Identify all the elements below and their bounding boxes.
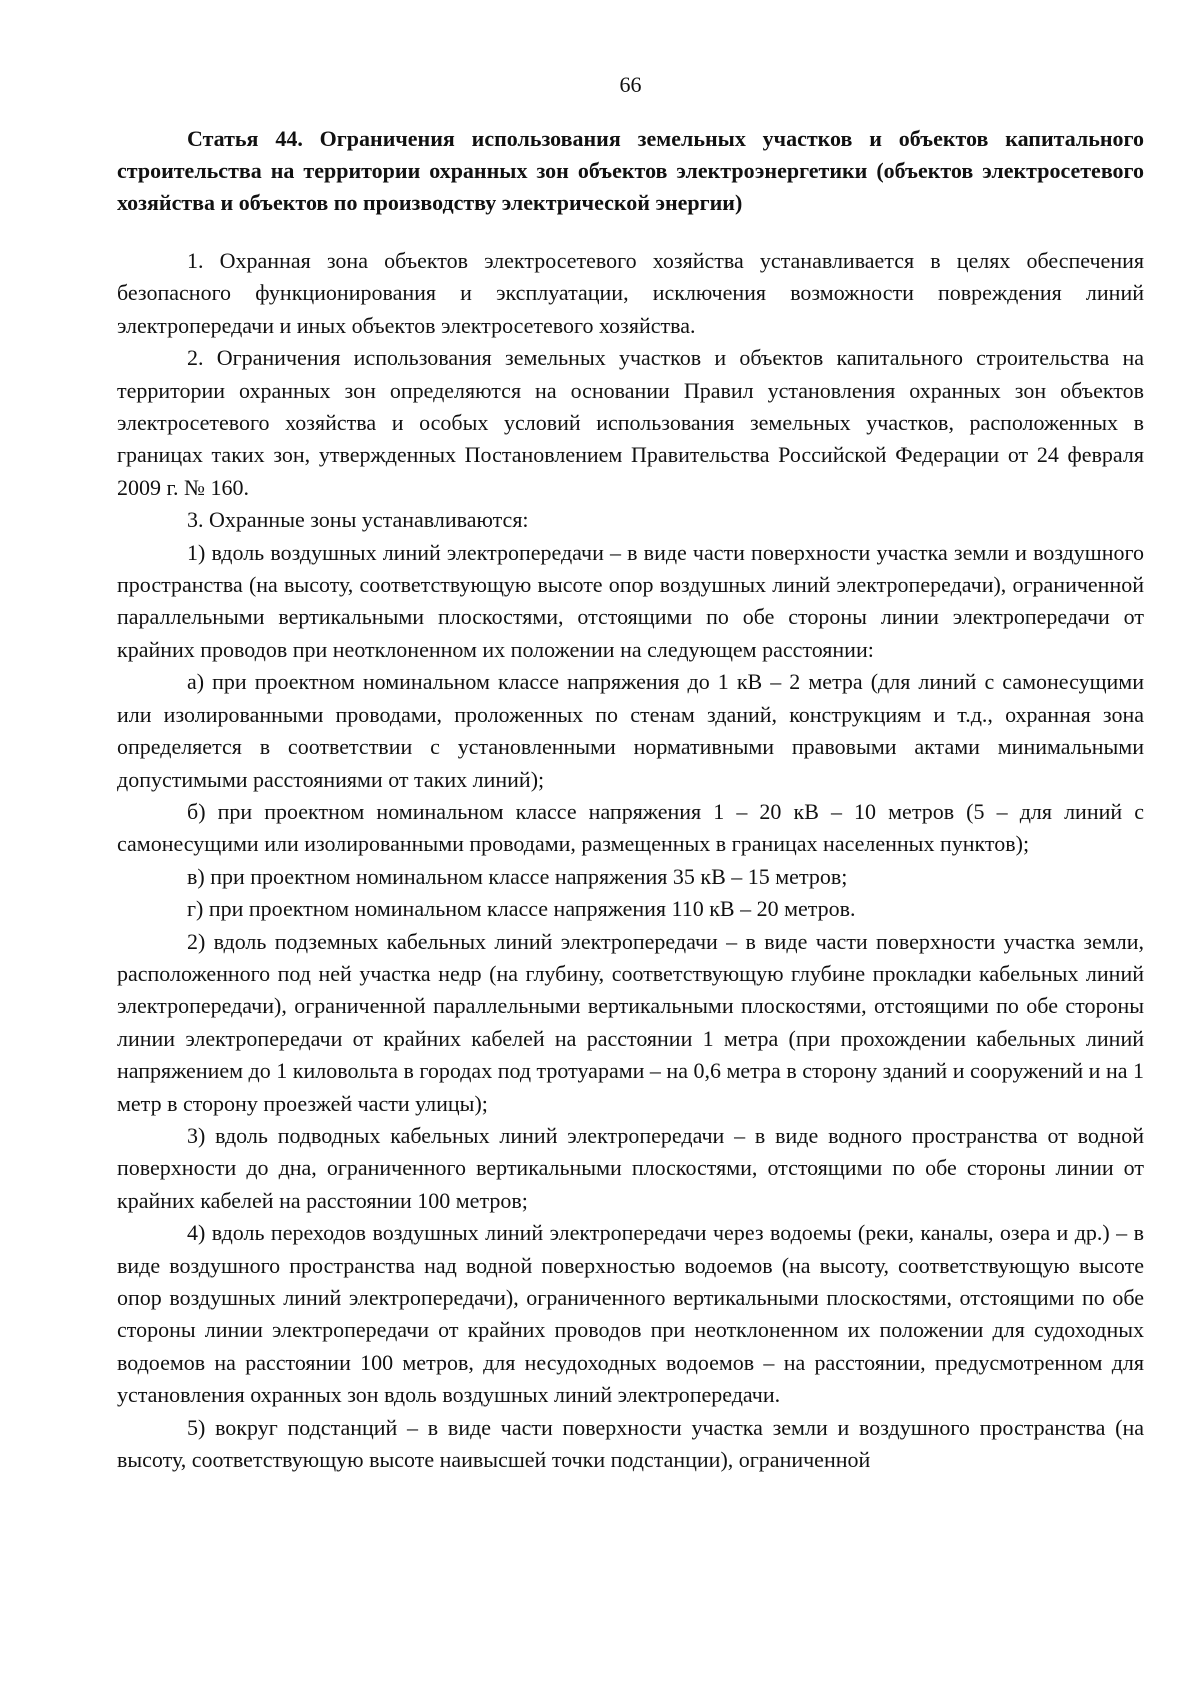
paragraph-3-3: 3) вдоль подводных кабельных линий электропередачи – в виде водного пространства от водной поверхности до дна, ограниченного вертикальными плоскостями, отстоящими по обе стороны линии от крайних кабелей на расстоянии 100 метров; xyxy=(117,1122,1144,1213)
article-title: Статья 44. Ограничения использования земельных участков и объектов капитального строительства на территории охранных зон объектов электроэнергетики (объектов электросетевого хозяйства и объектов по производству электрической энергии) xyxy=(117,126,1144,215)
article-body xyxy=(117,245,1144,1476)
paragraph-3-2: 2) вдоль подземных кабельных линий электропередачи – в виде части поверхности участка земли, расположенного под ней участка недр (на глубину, соответствующую глубине прокладки кабельных линий электропередачи), ограниченной параллельными вертикальными плоскостями, отстоящими по обе стороны линии электропередачи от крайних кабелей на расстоянии 1 метра (при прохождении кабельных линий напряжением до 1 киловольта в городах под тротуарами – на 0,6 метра в сторону зданий и сооружений и на 1 метр в сторону проезжей части улицы); xyxy=(117,928,1144,1116)
paragraph-3-1-b: б) при проектном номинальном классе напряжения 1 – 20 кВ – 10 метров (5 – для линий с самонесущими или изолированными проводами, размещенных в границах населенных пунктов); xyxy=(117,798,1144,857)
page-number: 66 xyxy=(619,72,642,97)
paragraph-2: 2. Ограничения использования земельных участков и объектов капитального строительства на территории охранных зон определяются на основании Правил установления охранных зон объектов электросетевого хозяйства и особых условий использования земельных участков, расположенных в границах таких зон, утвержденных Постановлением Правительства Российской Федерации от 24 февраля 2009 г. № 160. xyxy=(117,345,1144,500)
paragraph-3-1-a: а) при проектном номинальном классе напряжения до 1 кВ – 2 метра (для линий с самонесущими или изолированными проводами, проложенных по стенам зданий, конструкциям и т.д., охранная зона определяется в соответствии с установленными нормативными правовыми актами минимальными допустимыми расстояниями от таких линий); xyxy=(117,669,1144,792)
paragraph-3-1-v: в) при проектном номинальном классе напряжения 35 кВ – 15 метров; xyxy=(187,863,848,889)
paragraph-3-5: 5) вокруг подстанций – в виде части поверхности участка земли и воздушного пространства (на высоту, соответствующую высоте наивысшей точки подстанции), ограниченной xyxy=(117,1414,1144,1473)
paragraph-3: 3. Охранные зоны устанавливаются: xyxy=(187,507,529,533)
paragraph-3-4: 4) вдоль переходов воздушных линий электропередачи через водоемы (реки, каналы, озера и др.) – в виде воздушного пространства над водной поверхностью водоемов (на высоту, соответствующую высоте опор воздушных линий электропередачи), ограниченного вертикальными плоскостями, отстоящими по обе стороны линии электропередачи от крайних проводов при неотклоненном их положении для судоходных водоемов на расстоянии 100 метров, для несудоходных водоемов – на расстоянии, предусмотренном для установления охранных зон вдоль воздушных линий электропередачи. xyxy=(117,1220,1144,1408)
paragraph-1: 1. Охранная зона объектов электросетевого хозяйства устанавливается в целях обеспечения безопасного функционирования и эксплуатации, исключения возможности повреждения линий электропередачи и иных объектов электросетевого хозяйства. xyxy=(117,248,1144,338)
paragraph-3-1-g: г) при проектном номинальном классе напряжения 110 кВ – 20 метров. xyxy=(187,896,856,922)
paragraph-3-1: 1) вдоль воздушных линий электропередачи – в виде части поверхности участка земли и воздушного пространства (на высоту, соответствующую высоте опор воздушных линий электропередачи), ограниченной параллельными вертикальными плоскостями, отстоящими по обе стороны линии электропередачи от крайних проводов при неотклоненном их положении на следующем расстоянии: xyxy=(117,539,1144,662)
document-page xyxy=(117,0,1144,1696)
